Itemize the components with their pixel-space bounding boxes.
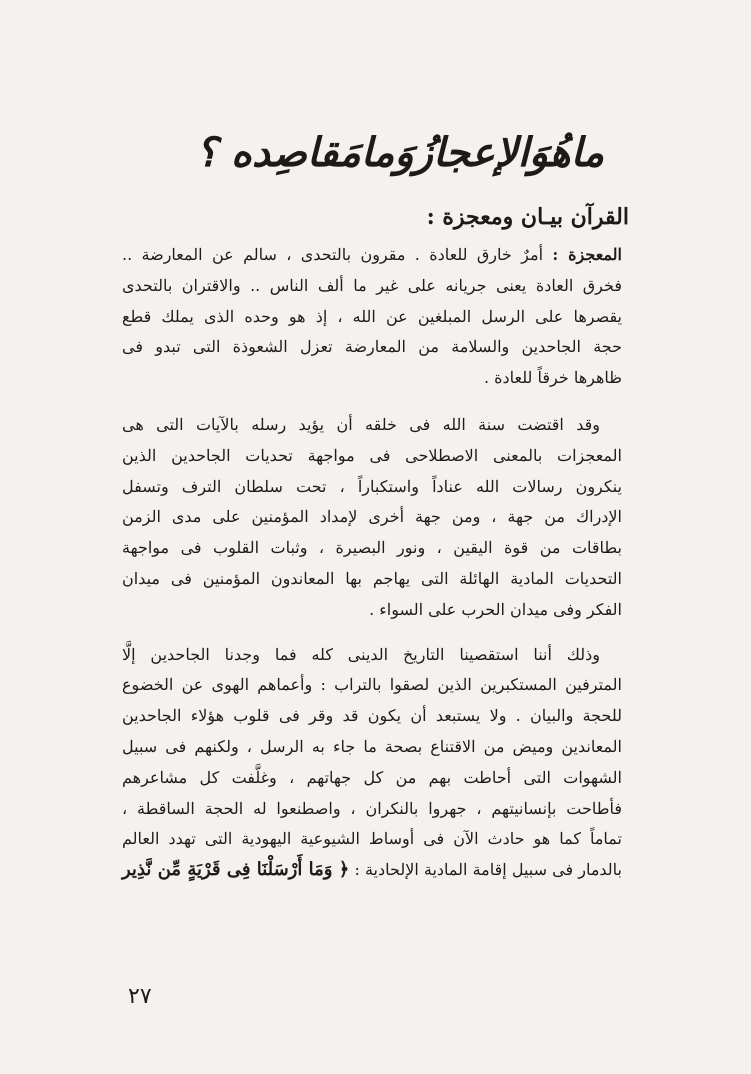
paragraph-2-line: المعجزات بالمعنى الاصطلاحى فى مواجهة تحديات الجاحدين الذين (122, 445, 622, 465)
section-heading: القرآن بيـان ومعجزة : (426, 204, 629, 230)
paragraph-2-line: وقد اقتضت سنة الله فى خلقه أن يؤيد رسله بالآيات التى هى (122, 414, 600, 434)
paragraph-3-line: تماماً كما هو حادث الآن فى أوساط الشيوعية اليهودية التى تهدد العالم (122, 829, 622, 849)
final-line-text: بالدمار فى سبيل إقامة المادية الإلحادية : (354, 860, 622, 880)
paragraph-1-line: فخرق العادة يعنى جريانه على غير ما ألف الناس .. والاقتران بالتحدى (122, 275, 622, 295)
paragraph-3-final-line (122, 855, 622, 886)
quran-quote: ﴿ وَمَا أَرْسَلْنَا فِى قَرْيَةٍ مِّن نَّذِير (122, 859, 350, 881)
paragraph-3-line: الشهوات التى أحاطت بهم من كل جهاتهم ، وغلَّفت كل مشاعرهم (122, 767, 622, 787)
paragraph-1-line: ظاهرها خرقاً للعادة . (483, 368, 622, 388)
paragraph-3-line: المترفين المستكبرين الذين لصقوا بالتراب : وأعماهم الهوى عن الخضوع (122, 675, 622, 695)
page-title: ماهُوَالإعجازُوَمامَقاصِده ؟ (195, 129, 605, 176)
paragraph-3-line: للحجة والبيان . ولا يستبعد أن يكون قد وقر فى قلوب هؤلاء الجاحدين (122, 706, 622, 726)
paragraph-2-line: بطاقات من قوة اليقين ، ونور البصيرة ، وثبات القلوب فى مواجهة (122, 538, 623, 558)
paragraph-2-line: الفكر وفى ميدان الحرب على السواء . (369, 599, 622, 619)
paragraph-1-line: حجة الجاحدين والسلامة من المعارضة تعزل الشعوذة التى تبدو فى (122, 337, 623, 357)
lead-term: المعجزة : (552, 245, 622, 264)
paragraph-3-line: وذلك أننا استقصينا التاريخ الدينى كله فما وجدنا الجاحدين إلَّا (122, 644, 600, 664)
show-through-text: ‎ ‎ ‎ ‎ ‎ ‎ ‎ ‎ ‎ ‎ ‎ ‎ ‎ ‎ ‎ ‎ ‎ ‎ ‎ ‎ ‎ ‎ ‎ ‎ ‎ ‎ ‎ ‎ ‎ ‎ ‎ ‎ ‎ ‎ ‎ ‎ ‎ ‎ ‎ ‎ (110, 98, 334, 119)
paragraph-3-line: المعاندين وميض من الاقتناع بصحة ما جاء به الرسل ، ولكنهم فى سبيل (122, 736, 622, 756)
paragraph-3-line: فأطاحت بإنسانيتهم ، جهروا بالنكران ، واصطنعوا له الحجة الساقطة ، (122, 798, 622, 818)
paragraph-2-line: التحديات المادية الهائلة التى يهاجم بها المعاندون المؤمنين فى ميدان (122, 568, 622, 588)
paragraph-1-line: يقصرها على الرسل المبلغين عن الله ، إذ هو وحده الذى يملك قطع (122, 306, 622, 326)
page-number: ٢٧ (128, 984, 152, 1009)
body-text (122, 240, 622, 886)
paragraph-2-line: ينكرون رسالات الله عناداً واستكباراً ، تحت سلطان الترف وتسفل (122, 476, 622, 496)
paragraph-2-line: الإدراك من جهة ، ومن جهة أخرى لإمداد المؤمنين على مدى الزمن (122, 507, 622, 527)
paragraph-1-line: المعجزة : أمرٌ خارق للعادة . مقرون بالتحدى ، سالم عن المعارضة .. (122, 245, 622, 264)
